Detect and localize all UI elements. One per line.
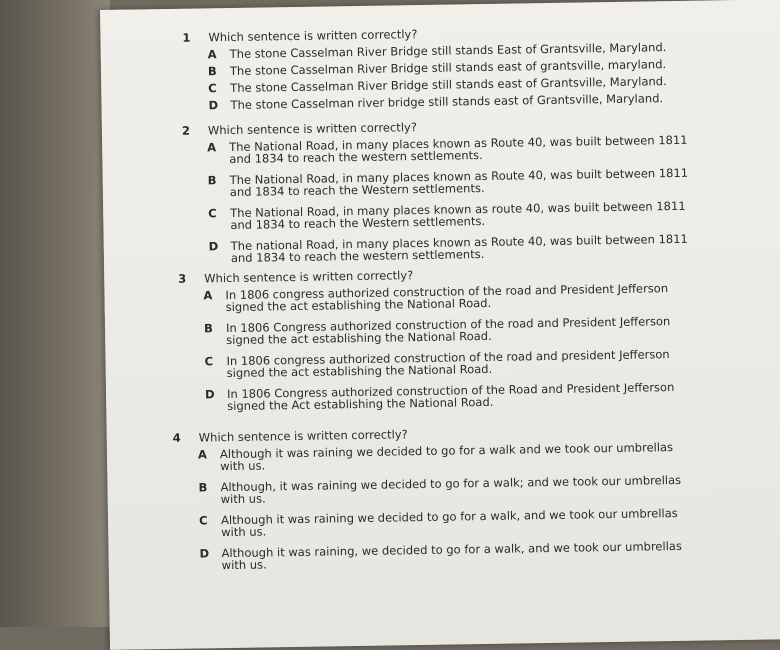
option-text: Although it was raining we decided to go for a walk, and we took our umbrellas with us. — [220, 505, 678, 540]
option-text: Although, it was raining we decided to go for a walk; and we took our umbrellas with us. — [220, 472, 682, 507]
option-text: In 1806 congress authorized construction of the road and president Jefferson signed the act establishing the National Road. — [226, 347, 670, 381]
option-text: The National Road, in many places known as route 40, was built between 1811 and 1834 to reach the Western settlements. — [230, 198, 686, 232]
answer-option-b[interactable] — [208, 166, 743, 198]
option-letter: A — [207, 140, 217, 155]
question-4 — [173, 422, 735, 581]
option-letter: A — [203, 288, 213, 303]
option-letter: D — [208, 239, 219, 254]
option-letter: C — [208, 206, 217, 221]
answer-option-c[interactable] — [199, 506, 734, 538]
option-letter: C — [198, 513, 208, 528]
option-text: The stone Casselman River Bridge still stands east of Grantsville, Maryland. — [230, 74, 667, 95]
answer-option-a[interactable] — [207, 133, 742, 165]
option-text: Although it was raining, we decided to go for a walk, and we took our umbrellas with us. — [221, 538, 682, 573]
answer-options — [198, 440, 735, 571]
question-1 — [182, 22, 743, 117]
answer-option-b[interactable] — [198, 473, 733, 505]
worksheet-page — [100, 0, 780, 650]
option-letter: B — [198, 480, 208, 495]
option-text: In 1806 Congress authorized construction of the Road and President Jefferson signed the Act establishing the National Road. — [226, 380, 675, 414]
option-text: In 1806 Congress authorized construction of the road and President Jefferson signed the act establishing the National Road. — [225, 314, 671, 348]
option-text: Although it was raining we decided to go for a walk and we took our umbrellas with us. — [219, 440, 674, 474]
question-number: 1 — [182, 30, 191, 45]
option-letter: B — [203, 321, 213, 336]
question-2 — [182, 115, 744, 274]
option-letter: C — [208, 81, 217, 96]
option-text: The National Road, in many places known as Route 40, was built between 1811 and 1834 to reach the Western settlements. — [229, 165, 689, 199]
question-text: Which sentence is written correctly? — [204, 268, 414, 286]
answer-options — [207, 133, 744, 264]
question-text: Which sentence is written correctly? — [208, 27, 418, 45]
question-text: Which sentence is written correctly? — [207, 120, 417, 138]
option-text: In 1806 congress authorized construction of the road and President Jefferson signed the act establishing the National Road. — [225, 281, 669, 315]
answer-option-d[interactable] — [199, 539, 734, 571]
option-letter: C — [204, 354, 214, 369]
question-text: Which sentence is written correctly? — [198, 427, 408, 445]
option-text: The stone Casselman River Bridge still stands East of Grantsville, Maryland. — [229, 40, 667, 61]
option-letter: D — [199, 546, 210, 561]
option-text: The stone Casselman River Bridge still stands east of grantsville, maryland. — [229, 57, 667, 78]
option-letter: A — [207, 47, 217, 62]
answer-option-d[interactable] — [209, 232, 744, 264]
option-letter: B — [207, 173, 217, 188]
question-number: 2 — [181, 123, 191, 138]
question-number: 3 — [178, 271, 187, 286]
option-letter: D — [204, 387, 215, 402]
option-text: The stone Casselman river bridge still stands east of Grantsville, Maryland. — [230, 91, 664, 112]
option-text: The National Road, in many places known as Route 40, was built between 1811 and 1834 to reach the western settlements. — [229, 132, 688, 166]
option-letter: B — [207, 64, 217, 79]
answer-options — [208, 40, 744, 111]
answer-option-d[interactable] — [205, 380, 740, 412]
answer-option-c[interactable] — [208, 199, 743, 231]
option-letter: A — [197, 447, 208, 462]
answer-option-c[interactable] — [204, 347, 739, 379]
option-letter: D — [208, 98, 219, 113]
answer-options — [203, 281, 740, 412]
question-3 — [178, 263, 740, 422]
option-text: The national Road, in many places known as Route 40, was built between 1811 and 1834 to reach the western settlements. — [230, 231, 688, 265]
answer-option-b[interactable] — [204, 314, 739, 346]
answer-option-a[interactable] — [203, 281, 738, 313]
background-surface — [0, 0, 110, 627]
answer-option-a[interactable] — [198, 440, 733, 472]
question-number: 4 — [172, 430, 181, 445]
